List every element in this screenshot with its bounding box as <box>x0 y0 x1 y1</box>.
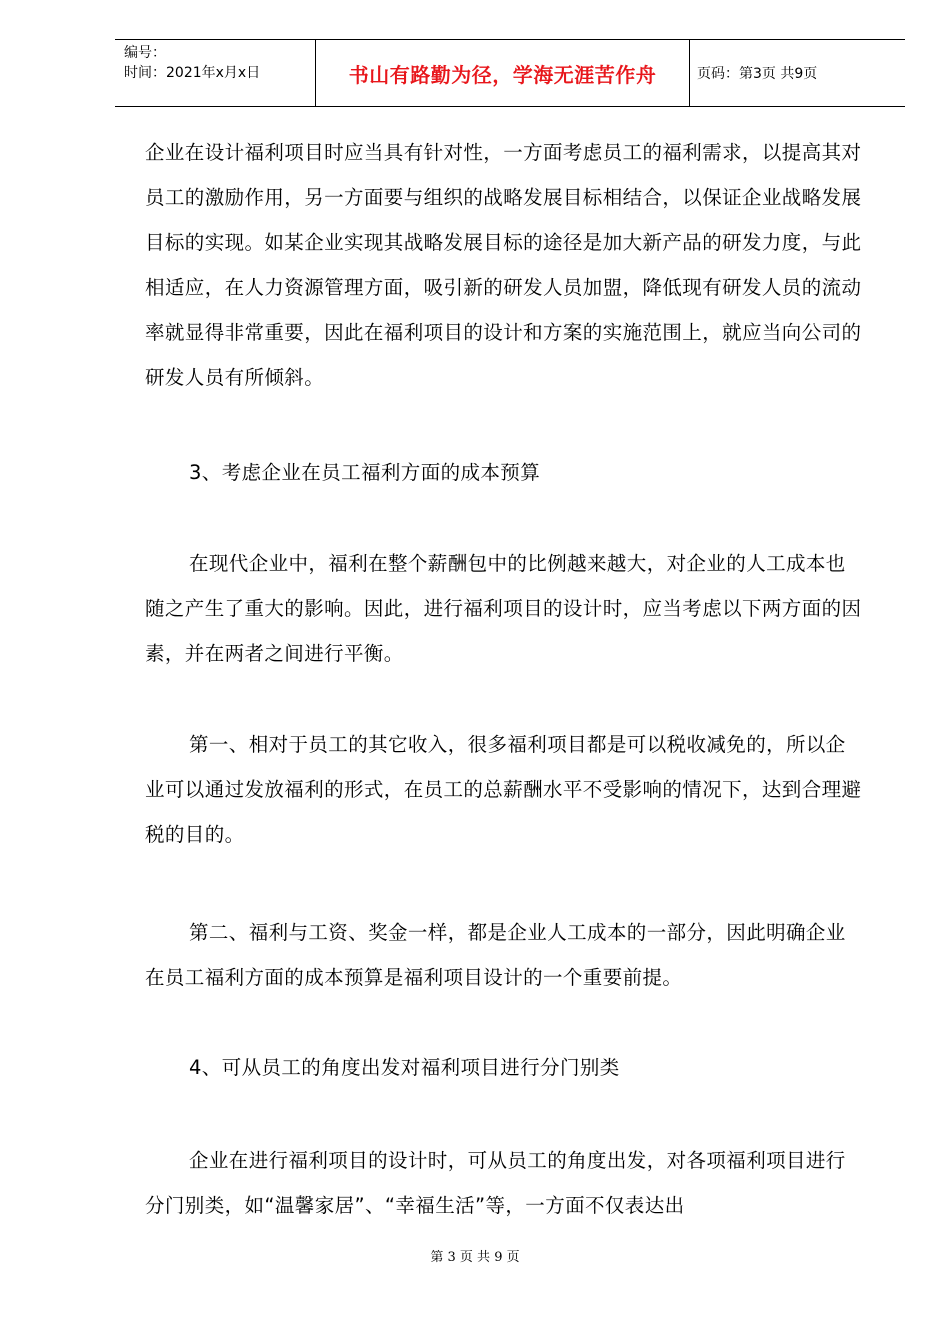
body-paragraph: 企业在进行福利项目的设计时，可从员工的角度出发，对各项福利项目进行分门别类，如“温馨家居”、“幸福生活”等，一方面不仅表达出 <box>145 1149 846 1217</box>
section-heading: 3、考虑企业在员工福利方面的成本预算 <box>189 461 541 484</box>
header-page-info: 页码：第3页 共9页 <box>697 66 818 82</box>
page-footer: 第 3 页 共 9 页 <box>430 1250 520 1265</box>
body-paragraph: 第一、相对于员工的其它收入，很多福利项目都是可以税收减免的，所以企业可以通过发放福利的形式，在员工的总薪酬水平不受影响的情况下，达到合理避税的目的。 <box>145 733 862 846</box>
section-heading: 4、可从员工的角度出发对福利项目进行分门别类 <box>189 1056 620 1079</box>
header-time-label: 时间：2021年x月x日 <box>124 65 261 81</box>
document-header <box>115 39 905 107</box>
header-meta <box>124 43 314 83</box>
body-paragraph: 在现代企业中，福利在整个薪酬包中的比例越来越大，对企业的人工成本也随之产生了重大的影响。因此，进行福利项目的设计时，应当考虑以下两方面的因素，并在两者之间进行平衡。 <box>145 552 862 665</box>
header-motto: 书山有路勤为径，学海无涯苦作舟 <box>348 62 657 87</box>
body-paragraph: 第二、福利与工资、奖金一样，都是企业人工成本的一部分，因此明确企业在员工福利方面的成本预算是福利项目设计的一个重要前提。 <box>145 921 846 989</box>
body-paragraph: 企业在设计福利项目时应当具有针对性，一方面考虑员工的福利需求，以提高其对员工的激励作用，另一方面要与组织的战略发展目标相结合，以保证企业战略发展目标的实现。如某企业实现其战略发展目标的途径是加大新产品的研发力度，与此相适应，在人力资源管理方面，吸引新的研发人员加盟，降低现有研发人员的流动率就显得非常重要，因此在福利项目的设计和方案的实施范围上，就应当向公司的研发人员有所倾斜。 <box>145 141 862 389</box>
header-divider <box>689 40 690 106</box>
header-number-label: 编号： <box>124 45 166 61</box>
